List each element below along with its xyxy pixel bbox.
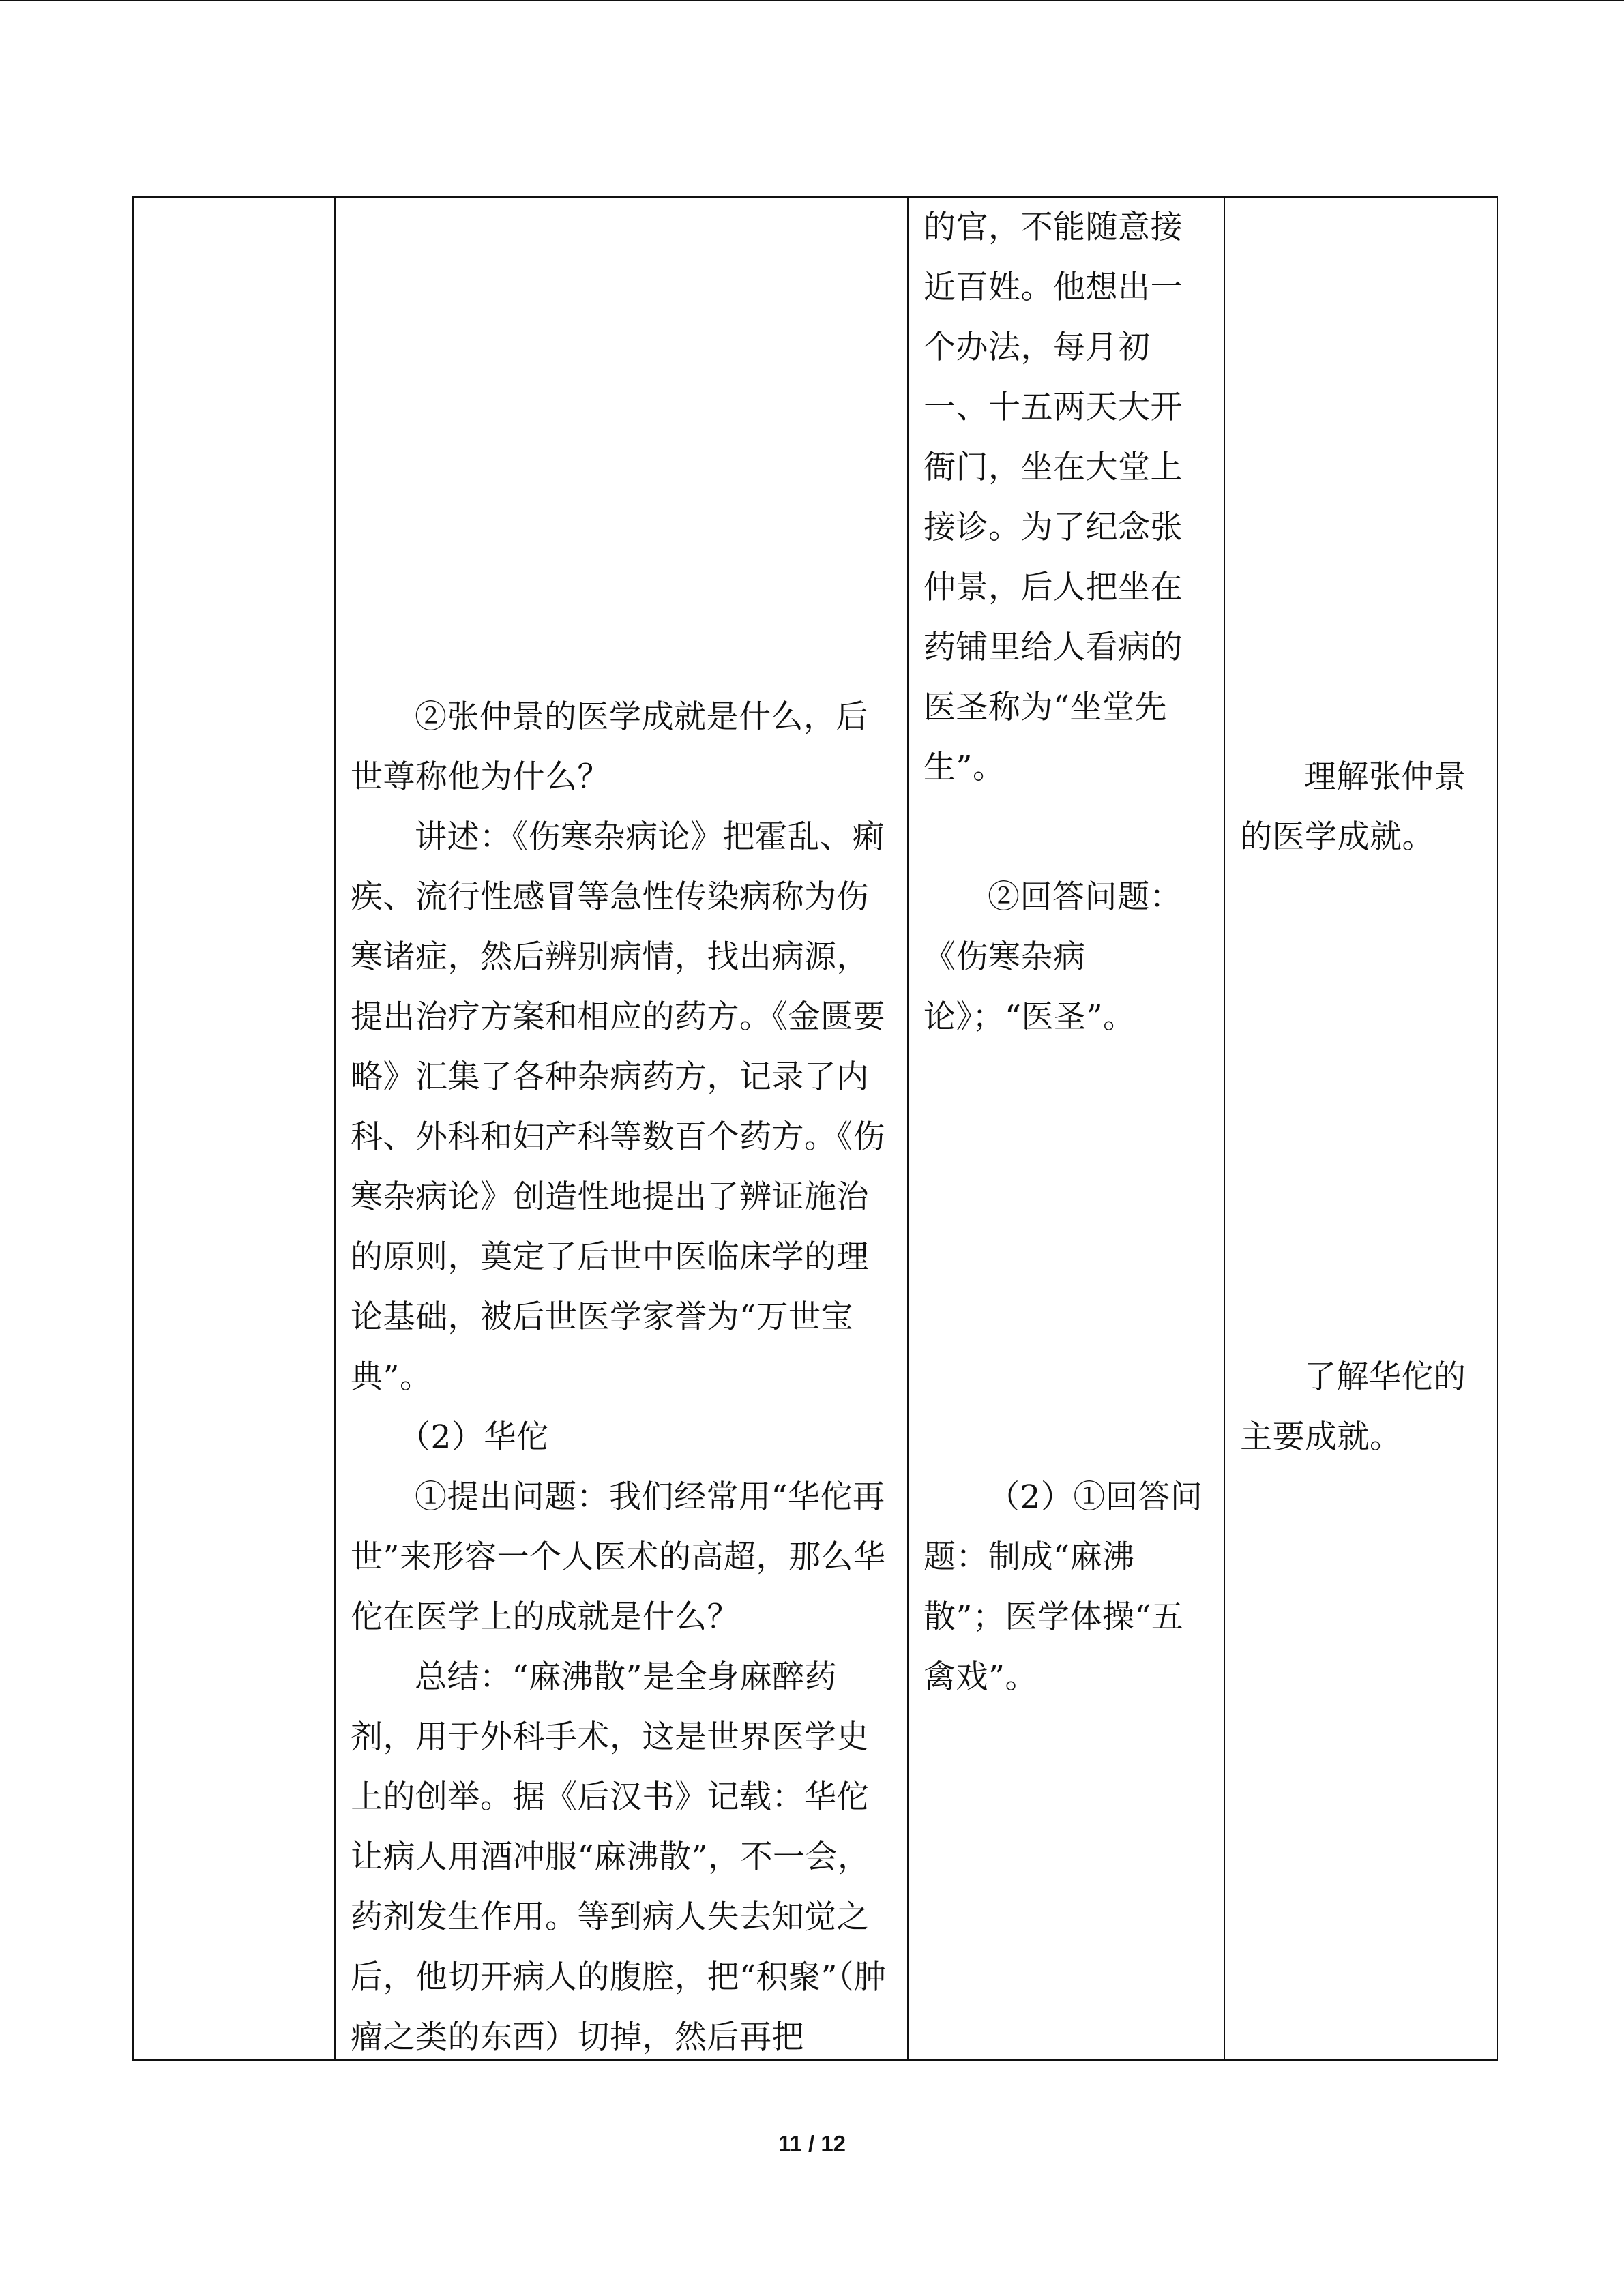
answer-zhang-zhongjing: ②回答问题：《伤寒杂病论》；“医圣”。 xyxy=(924,878,1182,1036)
page-number: 11 / 12 xyxy=(778,2131,846,2156)
narration-shanghan-zabing-lun: 讲述：《伤寒杂病论》把霍乱、痢疾、流行性感冒等急性传染病称为伤寒诸症，然后辨别病情，找出病源，提出治疗方案和相应的药方。《金匮要略》汇集了各种杂病药方，记录了内科、外科和妇产科等数百个药方。《伤寒杂病论》创造性地提出了辨证施治的原则，奠定了后世中医临床学的理论基础，被后世医学家誉为“万世宝典”。 xyxy=(351,818,885,1396)
lesson-plan-table xyxy=(132,196,1498,2061)
goal-zhang-zhongjing: 理解张仲景的医学成就。 xyxy=(1240,758,1466,856)
table-row xyxy=(133,197,1498,2060)
answer-huatuo: （2）①回答问题：制成“麻沸散”；医学体操“五禽戏”。 xyxy=(924,1478,1203,1696)
question-zhang-zhongjing: ②张仲景的医学成就是什么，后世尊称他为什么？ xyxy=(351,698,868,796)
story-zuotang-xiansheng: 的官，不能随意接近百姓。他想出一个办法，每月初一、十五两天大开衙门，坐在大堂上接诊。为了纪念张仲景，后人把坐在药铺里给人看病的医圣称为“坐堂先生”。 xyxy=(924,209,1183,786)
top-border-line xyxy=(0,0,1624,1)
table-cell-teacher-activity xyxy=(335,197,908,2060)
question-huatuo: ①提出问题：我们经常用“华佗再世”来形容一个人医术的高超，那么华佗在医学上的成就是什么？ xyxy=(351,1478,886,1636)
heading-huatuo: （2）华佗 xyxy=(398,1418,549,1456)
table-cell-design-intent xyxy=(1224,197,1498,2060)
goal-huatuo: 了解华佗的主要成就。 xyxy=(1240,1358,1466,1456)
summary-mafeisan: 总结：“麻沸散”是全身麻醉药剂，用于外科手术，这是世界医学史上的创举。据《后汉书》记载：华佗让病人用酒冲服“麻沸散”，不一会，药剂发生作用。等到病人失去知觉之后，他切开病人的腹腔，把“积聚”（肿瘤之类的东西）切掉，然后再把 xyxy=(351,1658,887,2056)
table-cell-section xyxy=(133,197,335,2060)
table-cell-student-activity xyxy=(908,197,1224,2060)
